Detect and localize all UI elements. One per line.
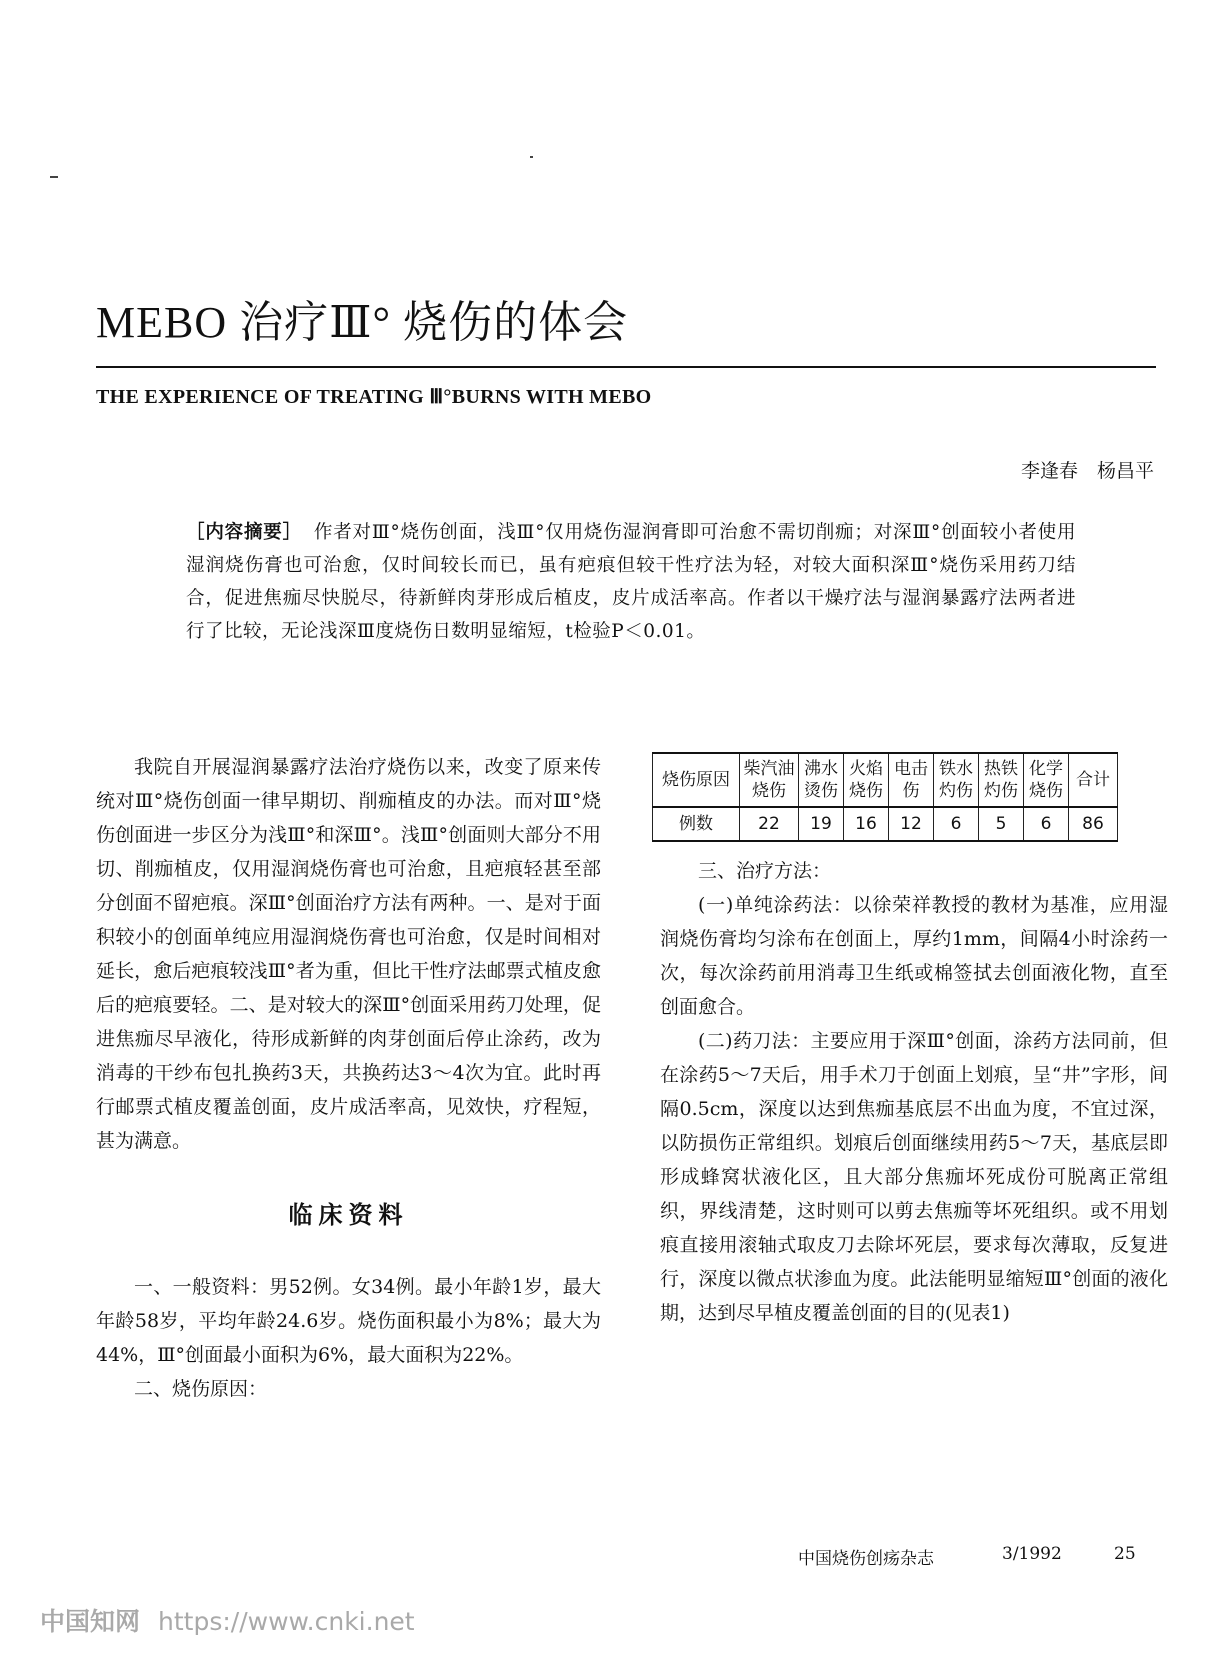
table-cell-total: 86 xyxy=(1069,807,1118,841)
table-cell: 16 xyxy=(844,807,889,841)
method-simple-ointment: (一)单纯涂药法：以徐荣祥教授的教材为基准，应用湿润烧伤膏均匀涂布在创面上，厚约1mm，间隔4小时涂药一次，每次涂药前用消毒卫生纸或棉签拭去创面液化物，直至创面愈合。 xyxy=(660,894,1168,1018)
scan-speck xyxy=(530,156,533,158)
table-cell: 6 xyxy=(1024,807,1069,841)
page-number: 25 xyxy=(1114,1544,1136,1564)
table-row-label: 例数 xyxy=(653,807,740,841)
table-header-label: 烧伤原因 xyxy=(653,753,740,807)
table-header-cell: 铁水灼伤 xyxy=(934,753,979,807)
table-header-cell: 火焰烧伤 xyxy=(844,753,889,807)
journal-issue: 3/1992 xyxy=(1002,1544,1062,1564)
table-cell: 19 xyxy=(799,807,844,841)
intro-paragraph: 我院自开展湿润暴露疗法治疗烧伤以来，改变了原来传统对Ⅲ°烧伤创面一律早期切、削痂植皮的办法。而对Ⅲ°烧伤创面进一步区分为浅Ⅲ°和深Ⅲ°。浅Ⅲ°创面则大部分不用切、削痂植皮，仅用湿润烧伤膏也可治愈，且疤痕轻甚至部分创面不留疤痕。深Ⅲ°创面治疗方法有两种。一、是对于面积较小的创面单纯应用湿润烧伤膏也可治愈，仅是时间相对延长，愈后疤痕较浅Ⅲ°者为重，但比干性疗法邮票式植皮愈后的疤痕要轻。二、是对较大的深Ⅲ°创面采用药刀处理，促进焦痂尽早液化，待形成新鲜的肉芽创面后停止涂药，改为消毒的干纱布包扎换药3天，共换药达3～4次为宜。此时再行邮票式植皮覆盖创面，皮片成活率高，见效快，疗程短，甚为满意。 xyxy=(96,756,601,1152)
table-header-total: 合计 xyxy=(1069,753,1118,807)
left-column xyxy=(96,750,601,1406)
section-heading-clinical-data: 临床资料 xyxy=(288,1201,409,1229)
watermark-url: https://www.cnki.net xyxy=(158,1607,415,1636)
treatment-heading: 三、治疗方法： xyxy=(698,860,832,882)
authors: 李逢春 杨昌平 xyxy=(1020,460,1154,482)
table-header-cell: 柴汽油烧伤 xyxy=(740,753,799,807)
english-title: THE EXPERIENCE OF TREATING Ⅲ°BURNS WITH MEBO xyxy=(96,386,652,408)
abstract-text: 作者对Ⅲ°烧伤创面，浅Ⅲ°仅用烧伤湿润膏即可治愈不需切削痂；对深Ⅲ°创面较小者使用湿润烧伤膏也可治愈，仅时间较长而已，虽有疤痕但较干性疗法为轻，对较大面积深Ⅲ°烧伤采用药刀结合，促进焦痂尽快脱尽，待新鲜肉芽形成后植皮，皮片成活率高。作者以干燥疗法与湿润暴露疗法两者进行了比较，无论浅深Ⅲ度烧伤日数明显缩短，t检验P＜0.01。 xyxy=(186,522,1076,642)
journal-name: 中国烧伤创疡杂志 xyxy=(798,1549,934,1569)
table-header-cell: 沸水烫伤 xyxy=(799,753,844,807)
table-row xyxy=(653,807,1118,841)
scan-speck xyxy=(50,176,58,178)
method-ointment-knife: (二)药刀法：主要应用于深Ⅲ°创面，涂药方法同前，但在涂药5～7天后，用手术刀于创面上划痕，呈“井”字形，间隔0.5cm，深度以达到焦痂基底层不出血为度，不宜过深，以防损伤正常组织。划痕后创面继续用药5～7天，基底层即形成蜂窝状液化区，且大部分焦痂坏死成份可脱离正常组织，界线清楚，这时则可以剪去焦痂等坏死组织。或不用划痕直接用滚轴式取皮刀去除坏死层，要求每次薄取，反复进行，深度以微点状渗血为度。此法能明显缩短Ⅲ°创面的液化期，达到尽早植皮覆盖创面的目的(见表1) xyxy=(660,1030,1168,1324)
cnki-watermark xyxy=(40,1602,415,1638)
table-cell: 6 xyxy=(934,807,979,841)
abstract-label: ［内容摘要］ xyxy=(186,522,302,543)
general-info-paragraph: 一、一般资料：男52例。女34例。最小年龄1岁，最大年龄58岁，平均年龄24.6岁。烧伤面积最小为8%；最大为44%，Ⅲ°创面最小面积为6%，最大面积为22%。 xyxy=(96,1276,601,1366)
article-title: MEBO 治疗Ⅲ° 烧伤的体会 xyxy=(96,298,629,347)
burn-cause-heading: 二、烧伤原因： xyxy=(134,1378,268,1400)
table-cell: 12 xyxy=(889,807,934,841)
title-rule xyxy=(96,366,1156,368)
table-cell: 5 xyxy=(979,807,1024,841)
table-header-cell: 化学烧伤 xyxy=(1024,753,1069,807)
right-column xyxy=(660,854,1168,1330)
burn-cause-table xyxy=(652,752,1118,842)
table-header-cell: 热铁灼伤 xyxy=(979,753,1024,807)
table-header-cell: 电击伤 xyxy=(889,753,934,807)
table-header-row xyxy=(653,753,1118,807)
table-cell: 22 xyxy=(740,807,799,841)
abstract xyxy=(186,516,1076,648)
watermark-brand: 中国知网 xyxy=(40,1607,141,1636)
